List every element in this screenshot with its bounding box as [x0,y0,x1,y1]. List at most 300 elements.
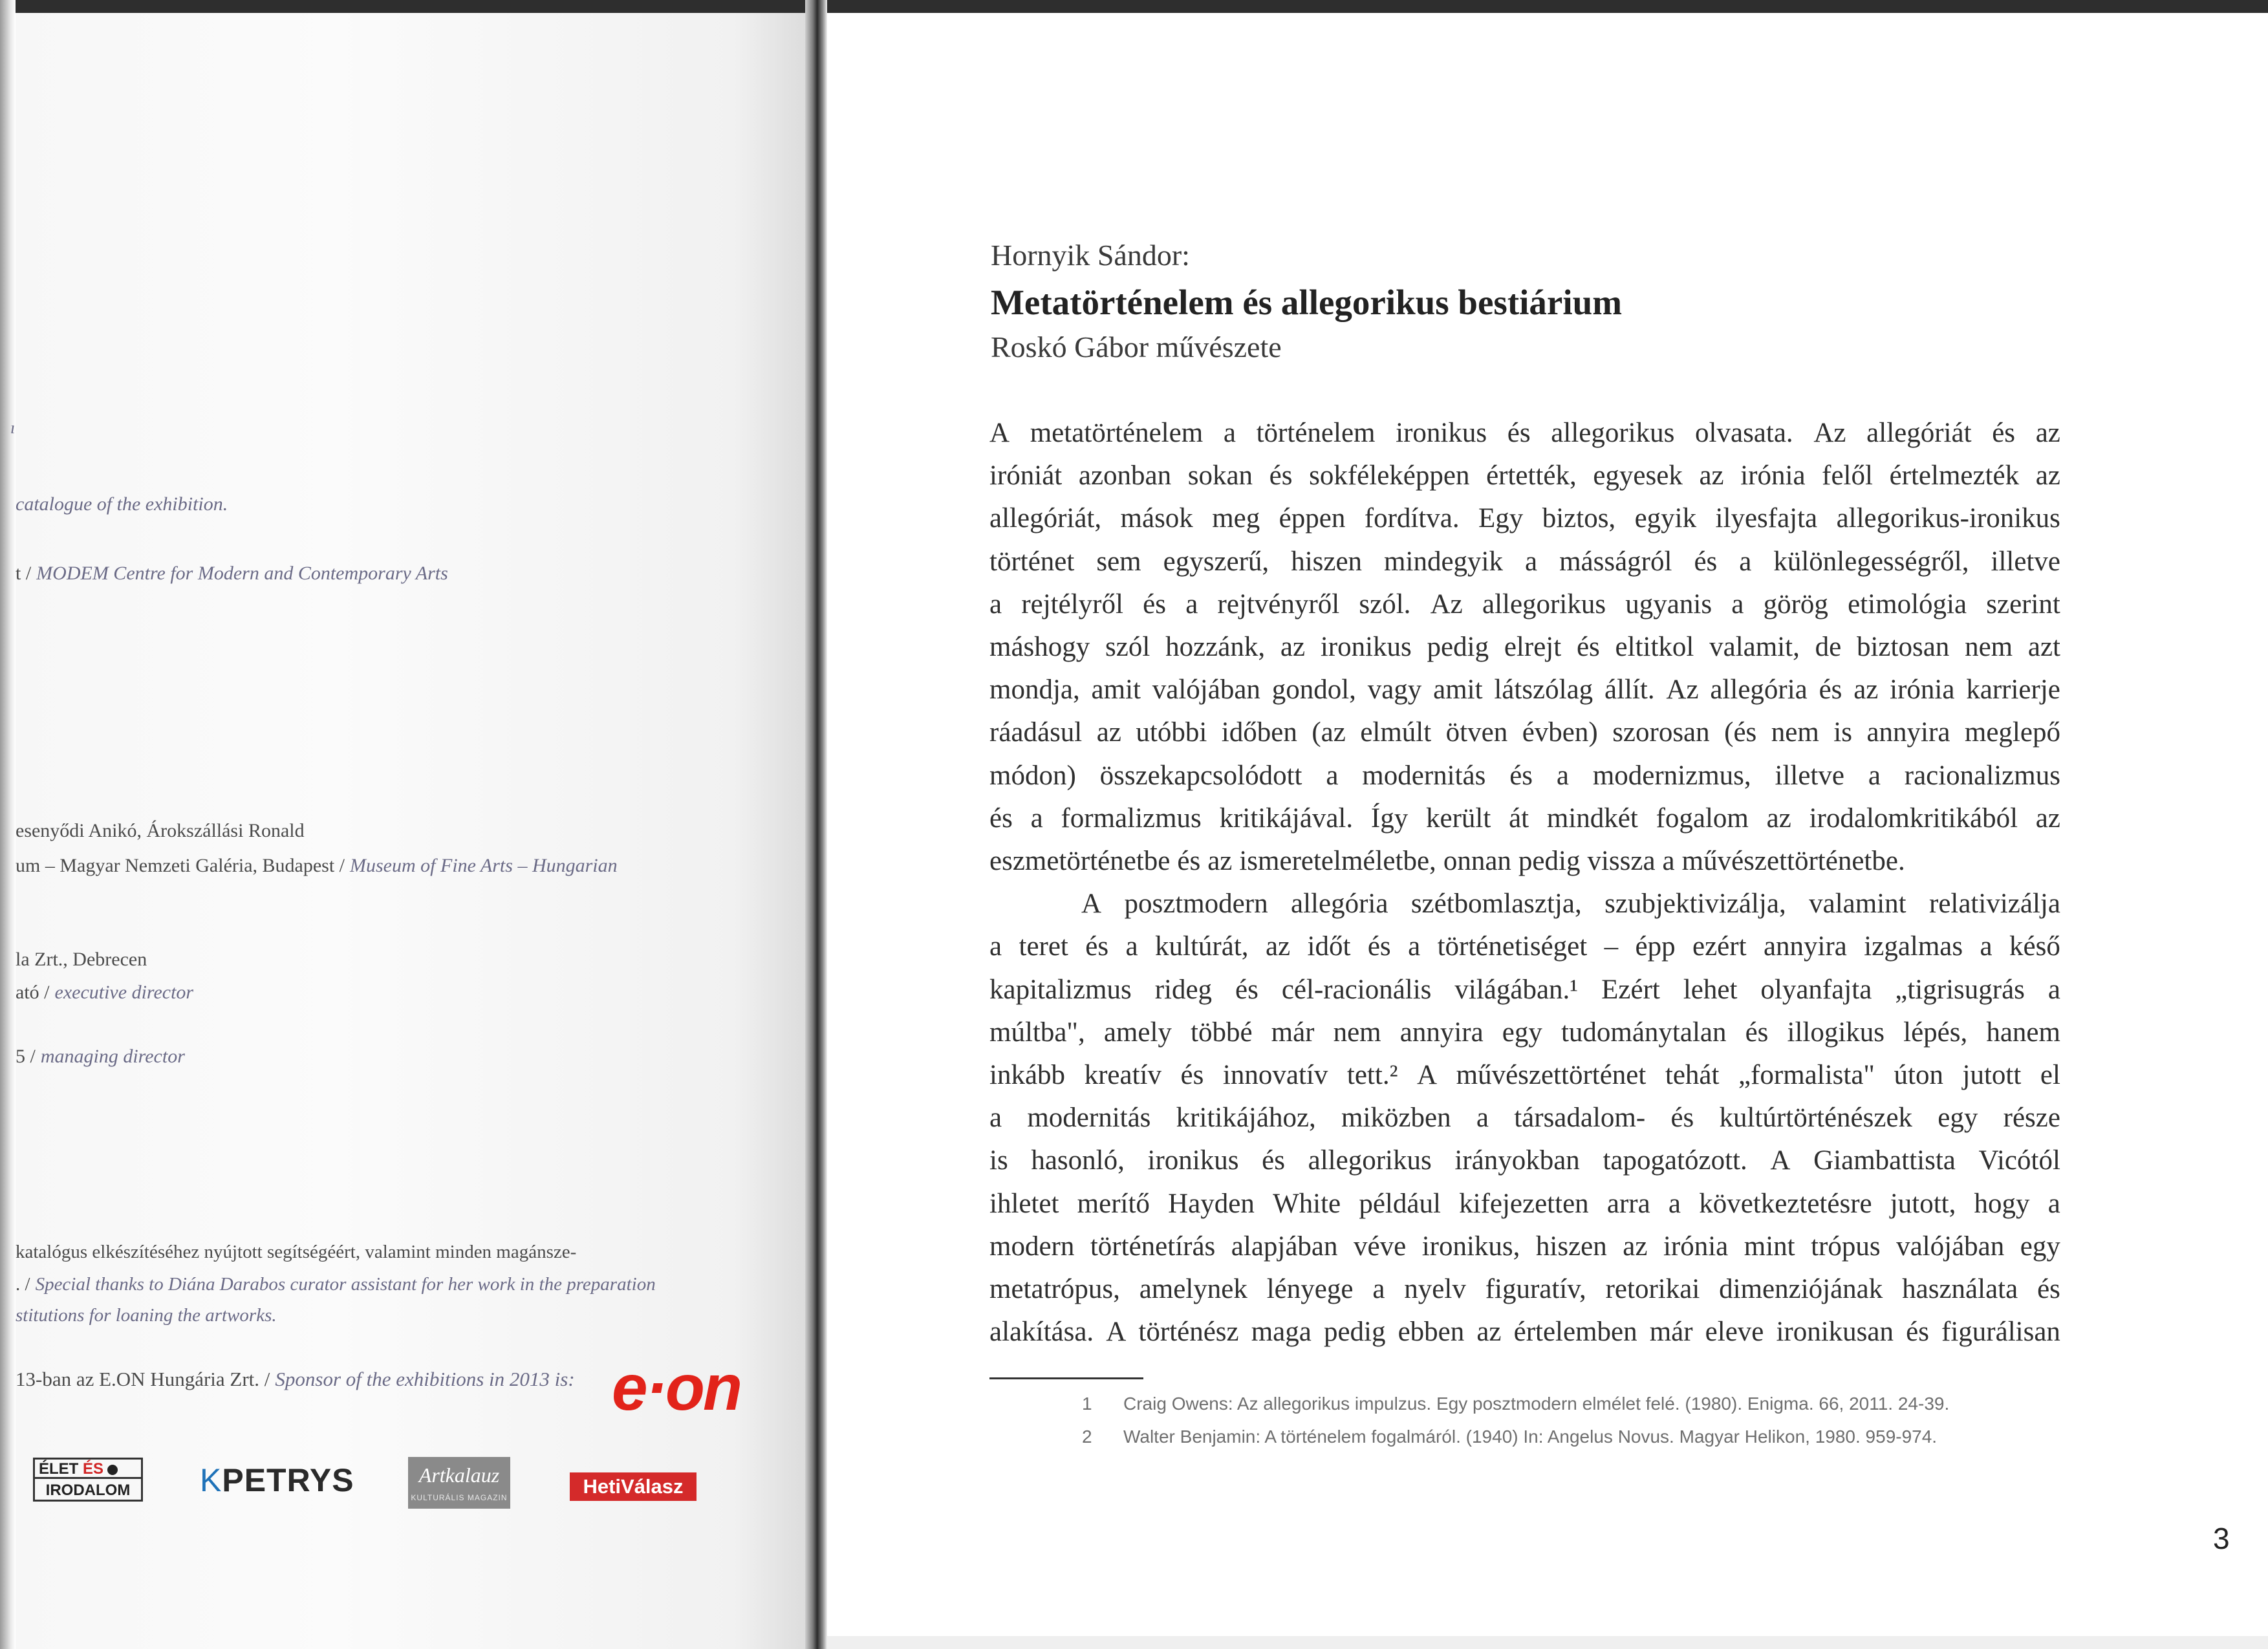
body-word: pedig [1518,846,1581,876]
body-word: hiszen [1291,546,1363,577]
body-word: az [1853,674,1879,706]
body-line [989,1145,2060,1183]
elet-es-irodalom-logo [33,1458,143,1502]
body-word: ironikus [1320,632,1412,662]
body-word: a [1556,760,1569,791]
irodalom-word: IRODALOM [45,1482,131,1499]
body-word: egy [1502,1017,1542,1048]
body-word: allegorikus [1482,588,1606,620]
body-word: ebben [1398,1317,1465,1348]
body-word: az [1699,460,1724,491]
body-word: Hayden [1168,1188,1255,1219]
body-word: is [1833,717,1852,748]
left-page-line-text: ató / [16,982,50,1003]
body-word: eltitkol [1615,632,1694,662]
book-spine [805,0,827,1649]
body-word: – [1604,931,1619,962]
body-word: tehát [1665,1060,1720,1090]
body-word: és [1180,1060,1204,1090]
left-page-line-italic: MODEM Centre for Modern and Contemporary Arts [36,563,448,584]
artkalauz-logo-text: Artkalauz [418,1463,500,1487]
left-page-line-italic: Museum of Fine Arts – Hungarian [350,855,618,876]
body-word: szubjektivizálja, [1604,889,1786,920]
left-page-line-text: 5 / [16,1046,36,1067]
body-word: történész [1138,1317,1239,1348]
body-word: állít. [1604,674,1655,706]
body-word: White [1273,1188,1341,1219]
body-word: fogalom [1656,803,1749,834]
body-word: és [1235,974,1258,1005]
article-author: Hornyik Sándor: [991,239,1190,272]
body-word: modernizmus, [1592,760,1751,791]
body-line [989,1059,2060,1098]
left-page-line [16,1305,277,1326]
body-word: allegorikus [1551,418,1675,448]
body-word: alakítása. [989,1317,1094,1348]
body-word: izgalmas [1864,931,1963,962]
body-word: figurálisan [1941,1317,2060,1348]
body-word: irodalomkritikából [1809,803,2018,834]
body-word: tudománytalan [1561,1017,1727,1048]
body-word: a [1408,931,1421,962]
body-word: hogy [1974,1188,2030,1219]
body-line [989,1188,2060,1227]
body-word: ötven [1445,717,1508,748]
body-word: és [1906,1317,1929,1348]
left-page-line [16,982,193,1004]
body-word: irányokban [1454,1145,1580,1176]
left-page-line [16,1274,656,1295]
scan-top-border [0,0,2268,13]
body-word: a [1326,760,1339,791]
left-page-line-text: katalógus elkészítéséhez nyújtott segítségéért, valamint minden magánsze- [16,1242,577,1262]
body-word: tett.² [1346,1060,1398,1090]
body-word: egy [2020,1231,2060,1262]
left-page-line [16,493,228,515]
left-page-line-text: esenyődi Anikó, Árokszállási Ronald [16,820,305,841]
body-word: allegóriát, [989,503,1102,534]
footnote-rule [989,1377,1143,1379]
body-word: és [1143,588,1166,620]
body-word: valójában [1896,1231,2005,1262]
body-word: Az [1430,588,1463,620]
body-word: cél-racionális [1281,974,1432,1005]
body-word: szétbomlasztja, [1410,889,1582,920]
body-word: retorikai [1605,1274,1700,1304]
body-word: például [1359,1188,1441,1219]
body-word: (és [1724,717,1757,748]
body-word: biztos, [1542,503,1616,534]
body-word: A [1081,889,1102,920]
body-word: amit [1091,674,1141,706]
left-page-line-mark: ı [10,418,16,437]
body-word: pedig [1323,1317,1386,1348]
body-line [989,803,2060,841]
body-word: hanem [1986,1017,2060,1048]
body-word: értelemben [1513,1317,1637,1348]
body-word: posztmodern [1124,889,1268,920]
body-word: ugyanis [1625,588,1712,620]
body-word: része [2003,1103,2060,1134]
body-line [989,460,2060,499]
body-word: és [1694,546,1718,577]
body-word: ihletet [989,1188,1059,1219]
body-word: irónia [1663,1231,1729,1262]
body-word: Az [1813,418,1846,448]
body-word: metatrópus, [989,1274,1120,1304]
left-page-line-italic: Sponsor of the exhibitions in 2013 is: [275,1368,575,1390]
body-word: a [1125,931,1138,962]
elet-word: ÉLET [39,1460,79,1478]
body-word: meg [1212,503,1260,534]
article-title: Metatörténelem és allegorikus bestiárium [991,283,1623,322]
body-word: összekapcsolódott [1099,760,1302,791]
body-word: illetve [1991,546,2060,577]
body-word: amely [1103,1017,1172,1048]
body-word: mások [1120,503,1193,534]
left-page-line-text: um – Magyar Nemzeti Galéria, Budapest / [16,855,345,876]
body-word: az [2035,418,2060,448]
body-word: és [1262,1145,1285,1176]
artkalauz-logo-subtext: KULTURÁLIS MAGAZIN [411,1493,508,1502]
body-word: világában.¹ [1454,974,1579,1005]
body-word: sokan [1187,460,1253,491]
body-word: a [1223,418,1236,448]
body-word: A [1770,1145,1791,1176]
body-word: kritikájával. [1219,803,1354,834]
body-word: és [1367,931,1391,962]
body-word: illetve [1775,760,1844,791]
body-word: és [1992,418,2016,448]
body-word: egy [1938,1103,1978,1134]
footnote-text: Craig Owens: Az allegorikus impulzus. Egy posztmodern elmélet felé. (1980). Enigma. 66, 2011. 24-39. [1123,1394,1950,1414]
body-word: a [1739,546,1752,577]
body-word: merítő [1077,1188,1150,1219]
body-word: a [1524,546,1538,577]
body-word: alapjában [1231,1231,1338,1262]
body-word: azt [2027,632,2060,662]
body-word: mint [1744,1231,1795,1262]
scan-left-edge [0,0,16,1649]
body-line [989,546,2060,585]
body-word: biztosan [1856,632,1950,662]
body-word: történelem [1256,418,1376,448]
body-line [989,417,2060,456]
body-word: formalizmus [1061,803,1202,834]
body-word: lényege [1266,1274,1354,1304]
body-line [989,845,1912,884]
body-word: allegóriát [1866,418,1972,448]
body-word: és [1507,418,1531,448]
body-word: kifejezetten [1459,1188,1589,1219]
body-word: vagy [1367,674,1422,706]
body-word: egyszerű, [1163,546,1269,577]
left-page-line-text: la Zrt., Debrecen [16,949,147,970]
body-word: kapitalizmus [989,974,1132,1005]
left-page-line [16,1046,185,1068]
left-page-line [16,563,448,585]
body-word: az [1265,931,1291,962]
article-subtitle: Roskó Gábor művészete [991,330,1282,363]
body-word: kultúrtörténészek [1719,1103,1913,1134]
body-word: eszmetörténetbe [989,846,1171,876]
body-word: hiszen [1535,1231,1607,1262]
body-line [989,674,2060,713]
footnote-number: 2 [1082,1427,1092,1447]
body-word: illogikus [1787,1017,1885,1048]
body-word: valamint [1809,889,1906,920]
left-page-line [10,418,15,438]
body-word: kritikájához, [1176,1103,1316,1134]
body-word: is [989,1145,1008,1176]
body-word: ironikusan [1776,1317,1894,1348]
body-word: egyesek [1593,460,1683,491]
left-page-line-italic: managing director [40,1046,185,1067]
body-word: a [989,1103,1002,1134]
body-word: lehet [1683,974,1738,1005]
body-word: a [989,931,1002,962]
body-word: át [1509,803,1529,834]
es-word: ÉS [83,1460,104,1478]
body-word: és [1745,1017,1769,1048]
body-word: (az [1312,717,1346,748]
body-word: Az [1666,674,1699,706]
body-word: az [1476,1317,1502,1348]
body-word: rejtvényről [1217,588,1340,620]
body-word: társadalom- [1514,1103,1646,1134]
body-word: irónia [1740,460,1806,491]
body-word: Giambattista [1813,1145,1956,1176]
body-word: amit [1433,674,1483,706]
body-word: mondja, [989,674,1080,706]
left-page-line-italic: catalogue of the exhibition. [16,493,228,515]
body-word: rejtélyről [1021,588,1123,620]
body-line [989,502,2060,541]
left-page-line-text: 13-ban az E.ON Hungária Zrt. / [16,1368,270,1390]
body-word: időben [1221,717,1297,748]
body-line [989,1316,2060,1355]
body-word: tapogatózott. [1603,1145,1747,1176]
body-word: ismeretelméletbe, [1239,846,1436,876]
body-word: utóbbi [1136,717,1207,748]
body-word: valójában [1152,674,1260,706]
kpetrys-logo-text: PETRYS [222,1462,354,1498]
footnote-text: Walter Benjamin: A történelem fogalmáról. (1940) In: Angelus Novus. Magyar Helikon, 1980. 959-974. [1123,1427,1938,1447]
left-page-line [16,1242,576,1263]
body-word: ezért [1692,931,1747,962]
body-word: „tigrisugrás [1895,974,2025,1005]
elet-es-irodalom-logo-top [35,1460,141,1479]
body-word: figuratív, [1485,1274,1586,1304]
body-word: az [2035,803,2060,834]
body-word: a [1185,588,1198,620]
body-word: A [1106,1317,1127,1348]
scan-bottom-edge [827,1636,2268,1649]
footnote-number: 1 [1082,1394,1092,1414]
body-word: elmúlt [1360,717,1432,748]
body-word: és [1085,931,1109,962]
body-word: és [1269,460,1293,491]
body-word: Ezért [1601,974,1660,1005]
body-word: módon) [989,760,1076,791]
body-word: Így [1370,803,1409,834]
body-word: fordítva. [1364,503,1460,534]
page-number: 3 [2213,1522,2230,1555]
body-line [1081,888,2060,927]
body-word: allegorikus [1308,1145,1432,1176]
body-line [989,760,2060,799]
body-word: felől [1822,460,1873,491]
body-word: dimenziójának [1719,1274,1883,1304]
body-word: máshogy [989,632,1090,662]
body-word: és [1576,632,1600,662]
body-word: és [1819,674,1842,706]
body-word: kreatív [1084,1060,1161,1090]
body-word: el [2040,1060,2060,1090]
body-word: és [1177,846,1201,876]
body-word: az [1766,803,1791,834]
eon-logo: e·on [612,1352,741,1424]
body-line [989,1017,2060,1055]
left-page-line-italic: stitutions for loaning the artworks. [16,1305,277,1326]
body-word: karrierje [1966,674,2060,706]
body-word: hasonló, [1031,1145,1125,1176]
body-word: valamit, [1709,632,1800,662]
body-word: időt [1307,931,1351,962]
left-page-line [16,949,147,971]
body-word: következtetésre [1699,1188,1872,1219]
body-line [989,631,2060,670]
body-word: történet [989,546,1075,577]
body-word: eleve [1705,1317,1764,1348]
left-page-line-italic: executive director [54,982,194,1003]
body-word: arra [1606,1188,1650,1219]
body-word: lépés, [1903,1017,1968,1048]
body-word: „formalista" [1738,1060,1875,1090]
body-word: történetírás [1090,1231,1216,1262]
body-word: az [1207,846,1233,876]
body-word: de [1815,632,1842,662]
body-line [989,717,2060,755]
body-word: sokféleképpen [1309,460,1470,491]
body-word: ironikus [1147,1145,1239,1176]
body-word: Vicótól [1978,1145,2060,1176]
body-word: mindegyik [1384,546,1503,577]
body-word: már [1271,1017,1315,1048]
left-page-line-italic: Special thanks to Diána Darabos curator assistant for her work in the preparation [35,1274,656,1295]
body-word: ilyesfajta [1715,503,1818,534]
body-word: éppen [1279,503,1346,534]
body-word: elrejt [1504,632,1562,662]
body-word: egyik [1634,503,1697,534]
body-word: jutott, [1890,1188,1956,1219]
body-word: késő [2009,931,2060,962]
body-word: nem [1771,717,1819,748]
body-word: olyanfajta [1760,974,1872,1005]
body-word: nyelv [1404,1274,1466,1304]
body-word: évben) [1522,717,1598,748]
body-word: inkább [989,1060,1066,1090]
body-word: miközben [1341,1103,1451,1134]
body-word: onnan [1443,846,1511,876]
body-word: maga [1251,1317,1312,1348]
body-word: modernitás [1362,760,1486,791]
body-word: múltba", [989,1017,1085,1048]
body-word: a [1372,1274,1385,1304]
body-word: jutott [1962,1060,2022,1090]
body-word: etimológia [1848,588,1967,620]
left-page-line [16,1368,575,1391]
body-word: az [2035,460,2060,491]
body-line [989,1273,2060,1312]
body-word: relativizálja [1929,889,2060,920]
body-word: rideg [1154,974,1213,1005]
body-word: művészettörténetbe. [1681,846,1905,876]
body-word: a [1980,931,1993,962]
body-word: allegorikus-ironikus [1836,503,2060,534]
body-word: a [2047,974,2060,1005]
body-word: görög [1763,588,1828,620]
body-word: annyira [1866,717,1950,748]
body-line [989,1102,2060,1141]
body-word: másságról [1559,546,1672,577]
body-word: az [1096,717,1121,748]
body-word: vissza [1587,846,1656,876]
body-line [989,931,2060,969]
kpetrys-logo [200,1464,354,1496]
body-word: és [989,803,1013,834]
body-word: pedig [1427,632,1489,662]
body-word: teret [1019,931,1068,962]
body-word: értették, [1486,460,1577,491]
body-word: használata [1902,1274,2018,1304]
body-word: innovatív [1222,1060,1328,1090]
body-word: allegória [1710,674,1808,706]
body-word: szól. [1359,588,1411,620]
body-word: sem [1096,546,1141,577]
body-word: a [1030,803,1043,834]
body-word: kultúrát, [1155,931,1249,962]
body-word: épp [1635,931,1676,962]
left-page [10,13,814,1649]
body-word: a [1476,1103,1489,1134]
body-word: a [989,588,1002,620]
body-word: annyira [1399,1017,1484,1048]
body-word: véve [1354,1231,1407,1262]
body-word: szól [1105,632,1150,662]
body-word: értelmezték [1889,460,2020,491]
body-word: az [1623,1231,1648,1262]
body-word: az [1280,632,1306,662]
body-word: racionalizmus [1904,760,2060,791]
left-page-line [16,820,305,842]
body-word: szorosan [1612,717,1710,748]
body-word: gondol, [1271,674,1356,706]
body-word: amelynek [1139,1274,1247,1304]
body-line [989,588,2060,627]
left-page-line [16,855,618,877]
body-word: különlegességről, [1773,546,1969,577]
body-word: nem [1333,1017,1381,1048]
body-line [989,1231,2060,1269]
dot-icon [107,1465,118,1475]
body-word: látszólag [1494,674,1593,706]
body-word: irónia [1890,674,1955,706]
body-word: történetiséget [1437,931,1588,962]
left-page-line-text: . / [16,1274,30,1295]
body-word: került [1425,803,1491,834]
body-word: modernitás [1027,1103,1151,1134]
